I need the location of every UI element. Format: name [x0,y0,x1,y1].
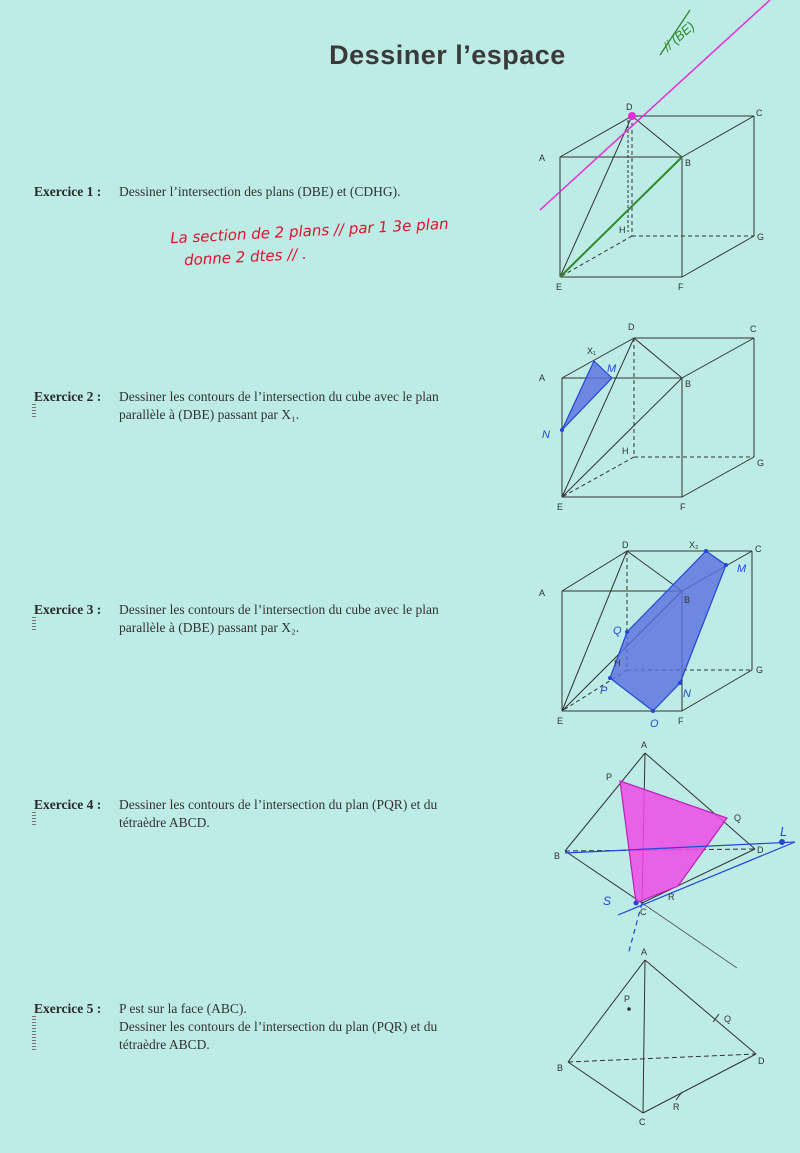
exercise-3-line-2: parallèle à (DBE) passant par X₂. [119,620,300,635]
svg-text:N: N [542,429,550,441]
svg-text:G: G [757,458,765,468]
tetrahedron-5 [557,947,765,1127]
svg-text:F: F [678,716,684,726]
svg-text:F: F [680,502,686,512]
svg-text:H: H [622,446,629,456]
svg-text:C: C [640,907,647,917]
exercise-1-label: Exercice 1 : [34,184,102,199]
cube-2 [539,322,764,512]
svg-text:D: D [626,102,633,112]
tetrahedron-4 [554,740,795,968]
svg-text:A: A [641,740,648,750]
svg-text:R: R [668,892,675,902]
cube-3 [539,540,763,730]
svg-text:A: A [539,373,546,383]
svg-text:B: B [554,851,561,861]
svg-text:Q: Q [613,625,622,637]
svg-text:C: C [756,108,763,118]
svg-text:G: G [756,665,764,675]
svg-text:A: A [641,947,648,957]
ex1-green-note: // (BE) [659,18,698,55]
exercise-2-line-1: Dessiner les contours de l’intersection du cube avec le plan [119,389,439,404]
exercise-5-line-1: P est sur la face (ABC). [119,1001,247,1016]
svg-text:L: L [780,824,788,839]
svg-text:Q: Q [734,813,742,823]
svg-text:H: H [614,658,621,668]
svg-text:B: B [685,158,692,168]
svg-text:O: O [650,718,659,730]
svg-text:H: H [619,225,626,235]
svg-text:D: D [628,322,635,332]
svg-text:G: G [757,232,765,242]
svg-text:A: A [539,588,546,598]
exercise-4-line-1: Dessiner les contours de l’intersection du plan (PQR) et du [119,797,438,812]
svg-text:X₁: X₁ [587,346,597,356]
svg-text:C: C [639,1117,646,1127]
exercise-4-line-2: tétraèdre ABCD. [119,815,210,830]
svg-text:R: R [673,1102,680,1112]
svg-text:B: B [685,379,692,389]
svg-text:F: F [678,282,684,292]
svg-text:X₂: X₂ [689,540,699,550]
ex1-note-line-1: La section de 2 plans // par 1 3e plan [169,214,449,248]
svg-text:C: C [750,324,757,334]
svg-text:P: P [600,685,608,697]
exercise-4-label: Exercice 4 : [34,797,102,812]
svg-text:E: E [557,502,564,512]
svg-text:D: D [757,845,764,855]
svg-text:Q: Q [724,1014,732,1024]
page-title: Dessiner l’espace [329,40,566,70]
svg-text:P: P [606,772,613,782]
exercise-3-line-1: Dessiner les contours de l’intersection du cube avec le plan [119,602,439,617]
exercise-5-line-3: tétraèdre ABCD. [119,1037,210,1052]
cube-1 [539,0,770,292]
ex1-note-line-2: donne 2 dtes // . [183,244,308,270]
svg-text:B: B [684,595,691,605]
svg-text:C: C [755,544,762,554]
svg-text:M: M [607,363,617,375]
exercise-2-line-2: parallèle à (DBE) passant par X₁. [119,407,300,422]
svg-text:D: D [758,1056,765,1066]
svg-text:D: D [622,540,629,550]
exercise-3-label: Exercice 3 : [34,602,102,617]
svg-text:N: N [683,688,691,700]
svg-text:B: B [557,1063,564,1073]
exercise-5-line-2: Dessiner les contours de l’intersection du plan (PQR) et du [119,1019,438,1034]
svg-text:M: M [737,563,747,575]
svg-text:P: P [624,994,631,1004]
exercise-1-line-1: Dessiner l’intersection des plans (DBE) et (CDHG). [119,184,401,199]
svg-text:S: S [603,894,612,908]
svg-text:A: A [539,153,546,163]
svg-text:E: E [557,716,564,726]
exercise-5-label: Exercice 5 : [34,1001,102,1016]
svg-text:E: E [556,282,563,292]
exercise-2-label: Exercice 2 : [34,389,102,404]
